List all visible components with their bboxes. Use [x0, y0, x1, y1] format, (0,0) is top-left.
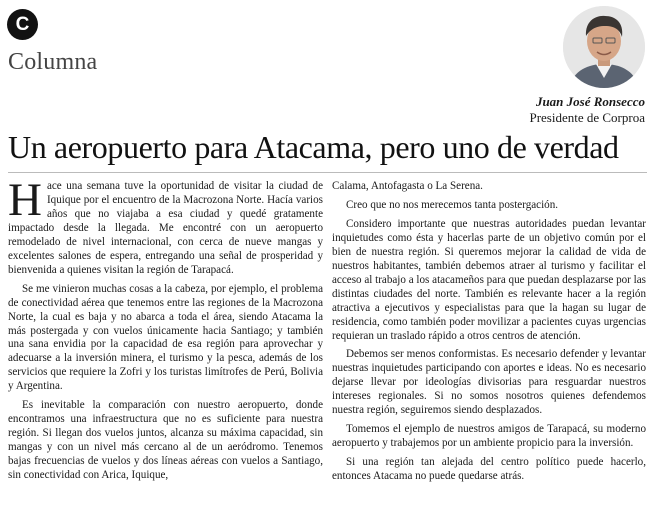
- article-paragraph: Es inevitable la comparación con nuestro aeropuerto, donde encontramos una infraestructura que no es suficiente para nuestra región. Si llegan dos vuelos juntos, alcanza su máxima capacidad, sin mangas y con un nivel más cercano al de un aeródromo. Tenemos bajas frecuencias de vuelos y dos líneas aéreas con vuelos a Santiago, sin conectividad con Arica, Iquique,: [8, 399, 323, 482]
- article-paragraph: Tomemos el ejemplo de nuestros amigos de Tarapacá, su moderno aeropuerto y trabajemos por un ambiente propicio para la inversión.: [332, 423, 646, 450]
- author-avatar: [563, 6, 645, 88]
- article-paragraph: Creo que no nos merecemos tanta postergación.: [346, 198, 559, 211]
- article-paragraph: [8, 174, 323, 278]
- author-byline: [529, 94, 645, 126]
- paragraph-text: ace una semana tuve la oportunidad de visitar la ciudad de Iquique por el encuentro de la Macrozona Norte. Hacía varios años que no viajaba a esa ciudad y quedé gratamente impactado desde la llegada. Me encontré con un aeropuerto remodelado de nivel internacional, con cerca de nueve mangas y excelentes salones de espera, entregando una señal de prosperidad y bienvenida a quienes visitan la región de Tarapacá.: [8, 180, 323, 276]
- article-paragraph: Debemos ser menos conformistas. Es necesario defender y levantar nuestras inquietudes participando con aportes e ideas. No es necesario dejarse llevar por ideologías divisorias para resguardar nuestros intereses regionales. Si no somos nosotros quienes defendemos nuestra región, seguiremos siendo desplazados.: [332, 348, 646, 417]
- author-name: Juan José Ronsecco: [535, 94, 645, 109]
- headline: Un aeropuerto para Atacama, pero uno de verdad: [8, 129, 619, 165]
- article-column-left: [8, 174, 323, 488]
- badge-letter: C: [15, 13, 30, 35]
- article-paragraph: Considero importante que nuestras autoridades puedan levantar inquietudes como ésta y hacerlas parte de un objetivo común por el bien de nuestra región. Si queremos mejorar la calidad de vida de nuestros habitantes, también debemos atraer al turismo y facilitar el acceso al trabajo a los atacameños para que puedan desplazarse por las distintas ciudades del norte. También es relevante hacer a la región atractiva a ejecutivos y especialistas para que la hagan su lugar de residencia, como también poder movilizar a pacientes cuyas urgencias requieran un traslado rápido a otros centros de atención.: [332, 217, 646, 342]
- drop-cap: H: [8, 174, 42, 226]
- article-column-right: [332, 180, 646, 489]
- article-paragraph: Se me vinieron muchas cosas a la cabeza, por ejemplo, el problema de conectividad aérea que tenemos entre las regiones de la Macrozona Norte, la cual es baja y no abarca a toda el área, siendo Atacama la más postergada y con vuelos únicamente hacia Santiago; y también una sana envidia por la capacidad de esa región para aprovechar y adecuarse a la inversión minera, el turismo y la pesca, además de los servicios que requiere la Zofri y los turistas limítrofes de Perú, Bolivia y Argentina.: [8, 282, 323, 393]
- section-badge: [7, 9, 38, 40]
- article-paragraph-continuation: Calama, Antofagasta o La Serena.: [332, 180, 483, 192]
- author-role: Presidente de Corproa: [529, 110, 645, 125]
- author-portrait-icon: [563, 6, 645, 88]
- article-paragraph: Si una región tan alejada del centro político puede hacerlo, entonces Atacama no puede quedarse atrás.: [332, 456, 646, 483]
- section-label: Columna: [8, 49, 98, 75]
- headline-divider: [8, 172, 647, 173]
